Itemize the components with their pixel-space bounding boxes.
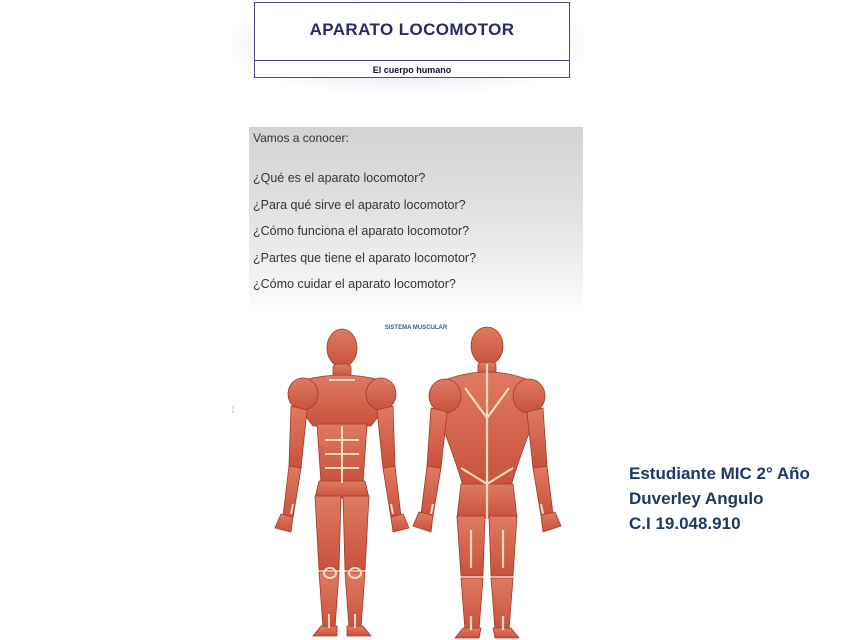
page-subtitle: El cuerpo humano <box>372 65 452 75</box>
student-name: Duverley Angulo <box>629 489 764 508</box>
question-item: ¿Partes que tiene el aparato locomotor? <box>253 250 477 265</box>
banner-divider <box>255 60 569 61</box>
muscular-system-illustration <box>249 318 583 640</box>
questions-intro: Vamos a conocer: <box>253 131 349 145</box>
student-info <box>629 461 810 536</box>
figure-caption: SISTEMA MUSCULAR <box>384 325 448 331</box>
question-item: ¿Cómo funciona el aparato locomotor? <box>253 224 470 239</box>
questions-panel <box>249 127 583 319</box>
question-item: ¿Para qué sirve el aparato locomotor? <box>253 197 466 212</box>
question-item: ¿Qué es el aparato locomotor? <box>253 171 426 185</box>
title-banner <box>254 2 570 78</box>
stray-mark: ¦ <box>232 405 235 414</box>
student-id: C.I 19.048.910 <box>629 514 741 533</box>
student-program: Estudiante MIC 2° Año <box>629 464 810 483</box>
questions-list <box>253 171 476 304</box>
page-title: APARATO LOCOMOTOR <box>309 20 515 39</box>
muscular-system-figure <box>249 318 583 640</box>
question-item: ¿Cómo cuidar el aparato locomotor? <box>253 277 456 292</box>
